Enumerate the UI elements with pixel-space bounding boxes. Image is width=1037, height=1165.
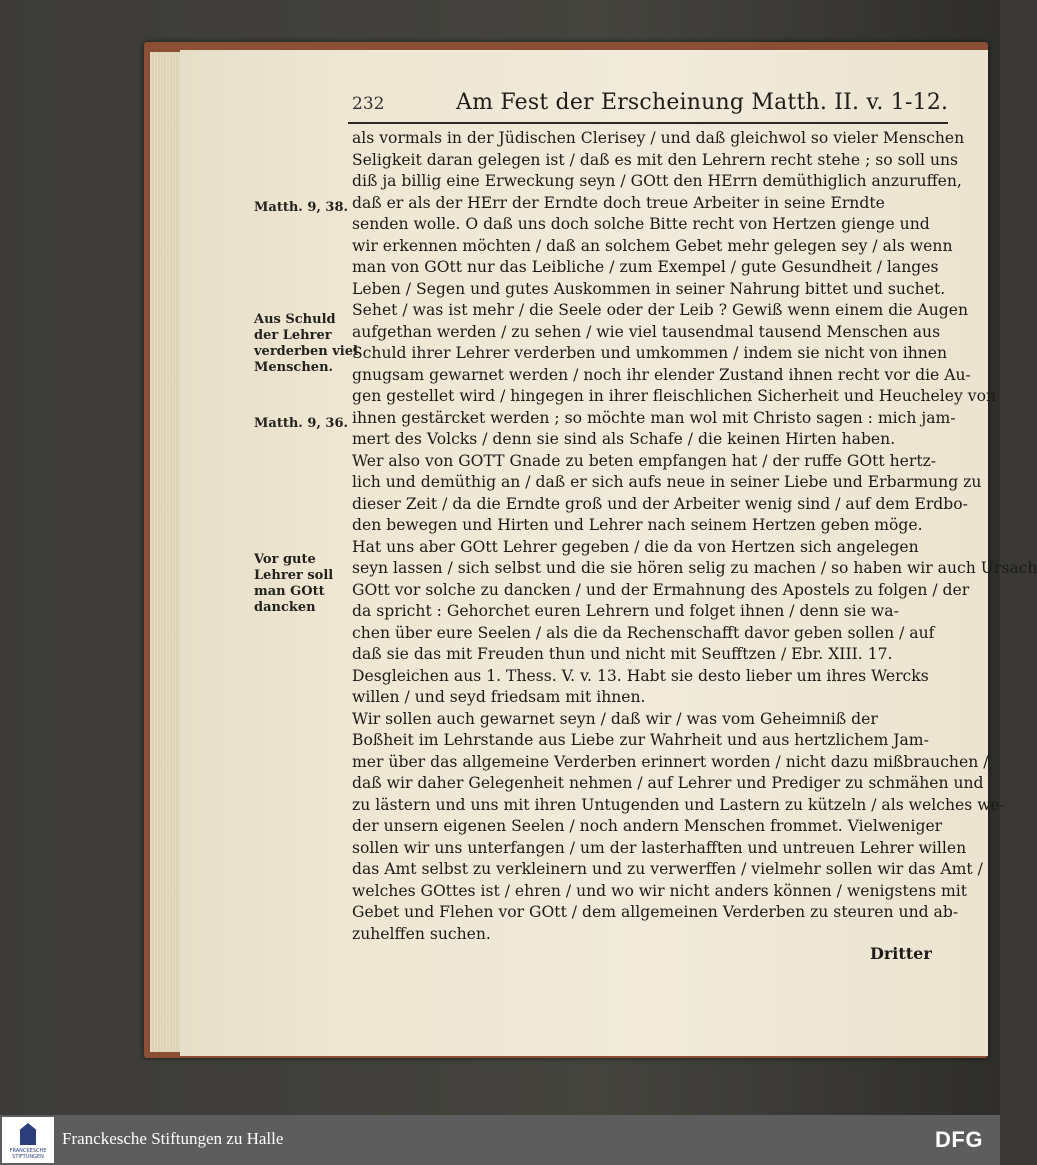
text-line: senden wolle. O daß uns doch solche Bitte recht von Hertzen gienge und [352,215,930,233]
text-line: ihnen gestärcket werden ; so möchte man wol mit Christo sagen : mich jam- [352,408,956,427]
text-line: sollen wir uns unterfangen / um der lasterhafften und untreuen Lehrer willen [352,838,967,857]
text-line: das Amt selbst zu verkleinern und zu verwerffen / vielmehr sollen wir das Amt / [352,860,983,878]
book-page [180,50,1037,1056]
margin-note: Aus Schuld der Lehrer verderben viel Menschen. [254,312,358,375]
text-line: den bewegen und Hirten und Lehrer nach seinem Hertzen geben möge. [352,516,923,534]
logo-text: FRANCKESCHE STIFTUNGEN [9,1148,47,1160]
text-line: daß er als der HErr der Erndte doch treue Arbeiter in seine Erndte [352,193,885,212]
text-line: mert des Volcks / denn sie sind als Schafe / die keinen Hirten haben. [352,430,896,448]
text-line: mer über das allgemeine Verderben erinnert worden / nicht dazu mißbrauchen / [352,752,989,771]
margin-note: Matth. 9, 36. [254,416,349,431]
text-line: GOtt vor solche zu dancken / und der Ermahnung des Apostels zu folgen / der [352,580,970,599]
text-line: zu lästern und uns mit ihren Untugenden und Lastern zu kützeln / als welches we- [352,795,1006,814]
catchword: Dritter [870,944,932,963]
institution-name[interactable]: Franckesche Stiftungen zu Halle [62,1129,284,1148]
text-line: Sehet / was ist mehr / die Seele oder der Leib ? Gewiß wenn einem die Augen [352,301,968,319]
text-line: Wer also von GOTT Gnade zu beten empfangen hat / der ruffe GOtt hertz- [352,451,937,470]
text-line: aufgethan werden / zu sehen / wie viel tausendmal tausend Menschen aus [352,322,941,341]
text-line: welches GOttes ist / ehren / und wo wir nicht anders können / wenigstens mit [352,881,968,900]
page-edges [150,52,182,1052]
text-line: der unsern eigenen Seelen / noch andern Menschen frommet. Vielweniger [352,817,943,835]
text-line: Wir sollen auch gewarnet seyn / daß wir / was vom Geheimniß der [352,709,878,728]
text-line: Desgleichen aus 1. Thess. V. v. 13. Habt sie desto lieber um ihres Wercks [352,666,929,685]
text-line: daß sie das mit Freuden thun und nicht mit Seufftzen / Ebr. XIII. 17. [352,645,893,663]
text-line: als vormals in der Jüdischen Clerisey / und daß gleichwol so vieler Menschen [352,129,965,147]
institution-logo[interactable] [2,1117,54,1163]
text-line: Schuld ihrer Lehrer verderben und umkommen / indem sie nicht von ihnen [352,344,948,362]
page-number: 232 [352,94,385,114]
running-head: Am Fest der Erscheinung Matth. II. v. 1-12. [456,90,949,115]
text-line: Hat uns aber GOtt Lehrer gegeben / die da von Hertzen sich angelegen [352,537,919,556]
body-text [352,128,1037,945]
header-rule [348,122,948,124]
dfg-logo[interactable]: DFG [935,1127,983,1152]
text-line: daß wir daher Gelegenheit nehmen / auf Lehrer und Prediger zu schmähen und [352,774,984,792]
text-line: zuhelffen suchen. [352,924,491,943]
viewer-footer [0,1115,1000,1165]
text-line: Gebet und Flehen vor GOtt / dem allgemeinen Verderben zu steuren und ab- [352,903,959,921]
text-line: seyn lassen / sich selbst und die sie hören selig zu machen / so haben wir auch Ursach [352,559,1037,577]
text-line: willen / und seyd friedsam mit ihnen. [352,688,646,706]
building-icon [20,1123,36,1145]
text-line: lich und demüthig an / daß er sich aufs neue in seiner Liebe und Erbarmung zu [352,473,982,491]
text-line: Boßheit im Lehrstande aus Liebe zur Wahrheit und aus hertzlichem Jam- [352,731,929,749]
margin-note: Matth. 9, 38. [254,200,349,215]
text-line: wir erkennen möchten / daß an solchem Gebet mehr gelegen sey / als wenn [352,236,953,255]
text-line: gnugsam gewarnet werden / noch ihr elender Zustand ihnen recht vor die Au- [352,365,971,384]
text-line: man von GOtt nur das Leibliche / zum Exempel / gute Gesundheit / langes [352,258,939,276]
text-line: Seligkeit daran gelegen ist / daß es mit den Lehrern recht stehe ; so soll uns [352,150,959,169]
text-line: diß ja billig eine Erweckung seyn / GOtt den HErrn demüthiglich anzuruffen, [352,172,962,190]
text-line: dieser Zeit / da die Erndte groß und der Arbeiter wenig sind / auf dem Erdbo- [352,494,968,513]
text-line: chen über eure Seelen / als die da Rechenschafft davor geben sollen / auf [352,623,935,642]
text-line: gen gestellet wird / hingegen in ihrer fleischlichen Sicherheit und Heucheley von [352,387,996,405]
margin-note: Vor gute Lehrer soll man GOtt dancken [254,552,334,615]
page-header [352,90,952,122]
text-line: Leben / Segen und gutes Auskommen in seiner Nahrung bittet und suchet. [352,279,946,298]
text-line: da spricht : Gehorchet euren Lehrern und folget ihnen / denn sie wa- [352,602,899,620]
